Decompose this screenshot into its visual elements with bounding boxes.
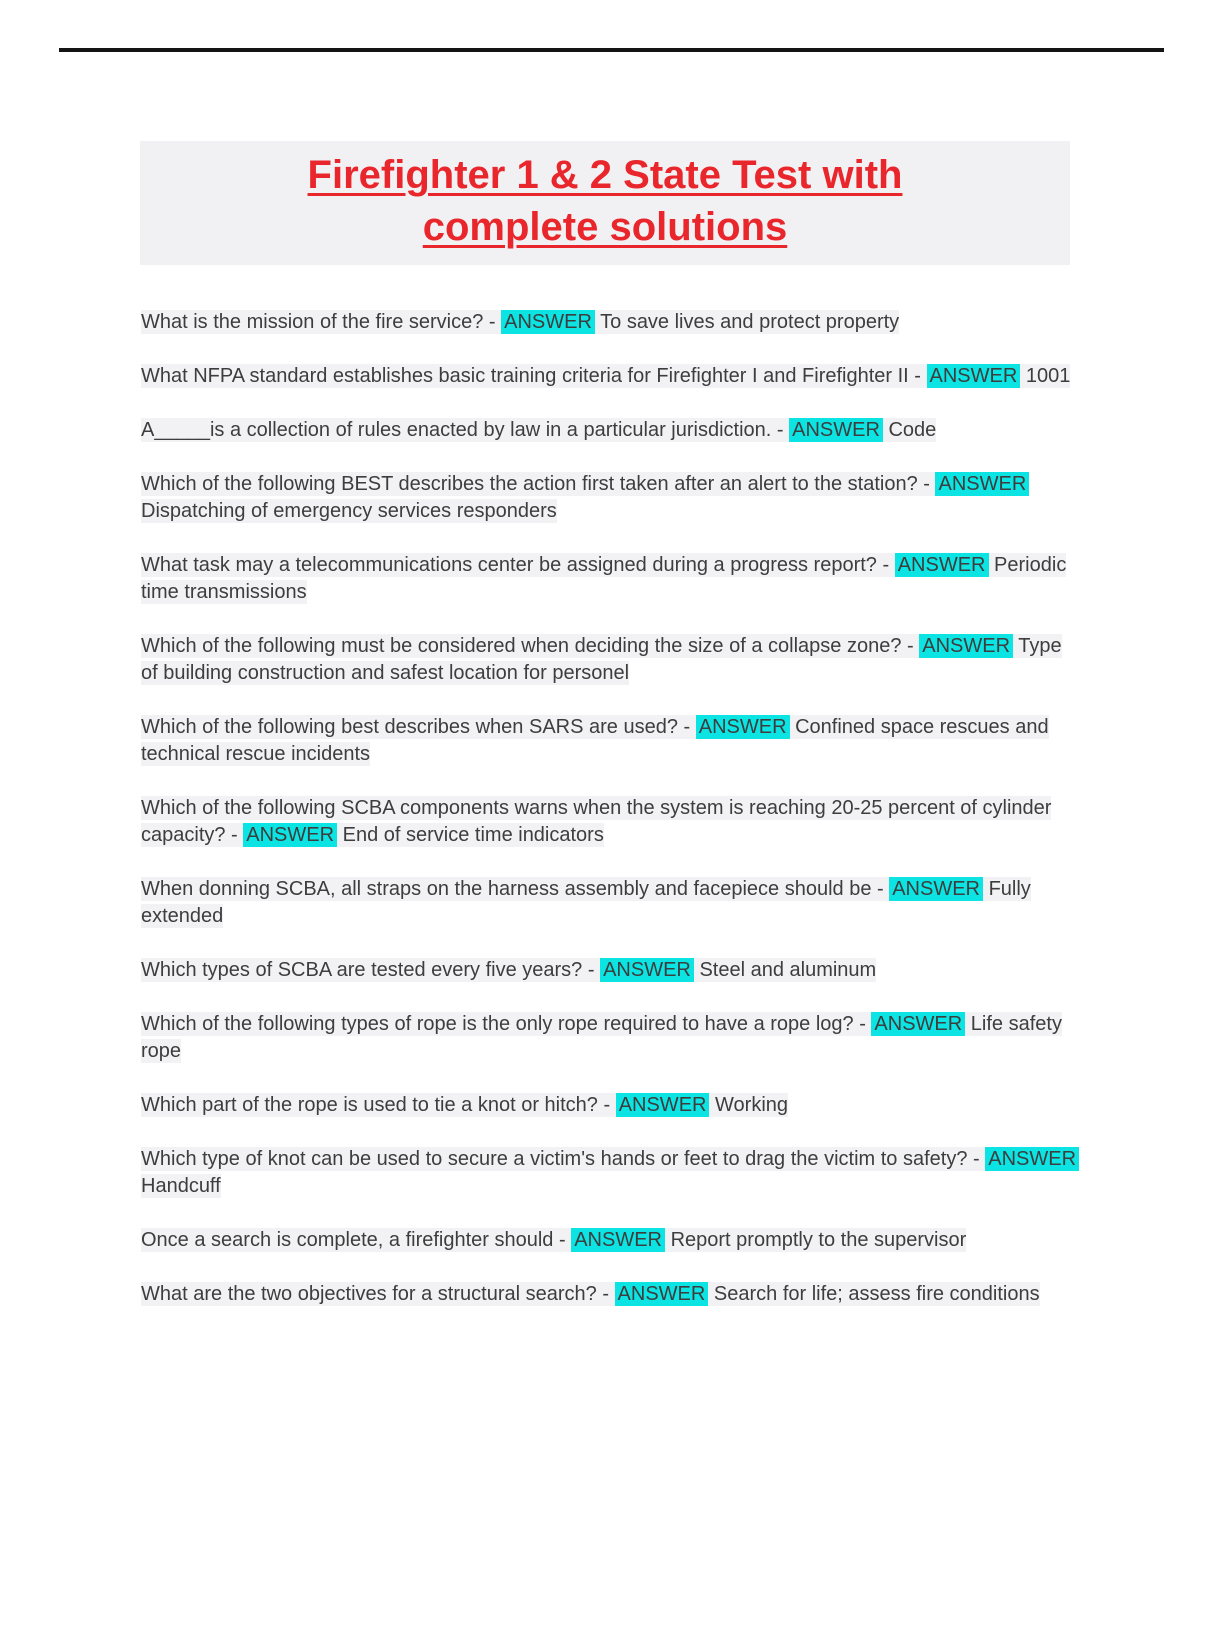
question-text: When donning SCBA, all straps on the harness assembly and facepiece should be - — [141, 878, 890, 900]
qa-item — [141, 417, 1081, 444]
question-text: Which types of SCBA are tested every five years? - — [141, 959, 601, 981]
qa-item — [141, 876, 1081, 930]
answer-text: Type of building construction and safest location for personel — [141, 635, 1062, 684]
question-text: Which type of knot can be used to secure a victim's hands or feet to drag the victim to safety? - — [141, 1148, 986, 1170]
question-text: Which of the following types of rope is the only rope required to have a rope log? - — [141, 1013, 872, 1035]
question-text: What are the two objectives for a structural search? - — [141, 1283, 615, 1305]
answer-text: Confined space rescues and technical rescue incidents — [141, 716, 1049, 765]
answer-marker: ANSWER — [571, 1228, 665, 1252]
top-divider — [59, 48, 1164, 52]
answer-marker: ANSWER — [985, 1147, 1079, 1171]
answer-text: Report promptly to the supervisor — [665, 1229, 967, 1251]
qa-item — [141, 1281, 1081, 1308]
question-text: Once a search is complete, a firefighter should - — [141, 1229, 572, 1251]
question-text: Which of the following BEST describes the action first taken after an alert to the station? - — [141, 473, 936, 495]
question-text: What task may a telecommunications center be assigned during a progress report? - — [141, 554, 895, 576]
answer-text: Fully extended — [141, 878, 1031, 927]
answer-text: Steel and aluminum — [693, 959, 877, 981]
answer-text: Handcuff — [141, 1175, 221, 1197]
answer-marker: ANSWER — [871, 1012, 965, 1036]
answer-text: 1001 — [1020, 365, 1071, 387]
answer-text: To save lives and protect property — [594, 311, 900, 333]
qa-item — [141, 552, 1081, 606]
question-text: A_____is a collection of rules enacted by law in a particular jurisdiction. - — [141, 419, 790, 441]
page-title-line1: Firefighter 1 & 2 State Test with — [307, 153, 903, 197]
qa-list — [141, 309, 1081, 1308]
answer-text: Periodic time transmissions — [141, 554, 1067, 603]
qa-item — [141, 957, 1081, 984]
answer-marker: ANSWER — [243, 823, 337, 847]
qa-item — [141, 633, 1081, 687]
document-page — [0, 48, 1224, 1632]
answer-text: Dispatching of emergency services responders — [141, 500, 557, 522]
question-text: What NFPA standard establishes basic training criteria for Firefighter I and Firefighter II - — [141, 365, 927, 387]
answer-marker: ANSWER — [935, 472, 1029, 496]
question-text: Which of the following best describes when SARS are used? - — [141, 716, 696, 738]
answer-marker: ANSWER — [889, 877, 983, 901]
qa-item — [141, 1092, 1081, 1119]
title-block — [140, 141, 1070, 265]
page-title-line2: complete solutions — [422, 205, 788, 249]
answer-marker: ANSWER — [919, 634, 1013, 658]
qa-item — [141, 1146, 1081, 1200]
qa-item — [141, 1011, 1081, 1065]
question-text: Which of the following must be considered when deciding the size of a collapse zone? - — [141, 635, 920, 657]
question-text: What is the mission of the fire service? - — [141, 311, 502, 333]
question-text: Which part of the rope is used to tie a knot or hitch? - — [141, 1094, 616, 1116]
qa-item — [141, 309, 1081, 336]
qa-item — [141, 1227, 1081, 1254]
answer-marker: ANSWER — [501, 310, 595, 334]
page-title — [150, 149, 1060, 253]
answer-text: Life safety rope — [141, 1013, 1062, 1062]
qa-item — [141, 363, 1081, 390]
qa-item — [141, 471, 1081, 525]
answer-text: Search for life; assess fire conditions — [708, 1283, 1040, 1305]
answer-marker: ANSWER — [789, 418, 883, 442]
answer-marker: ANSWER — [600, 958, 694, 982]
answer-marker: ANSWER — [616, 1093, 710, 1117]
answer-text: Code — [882, 419, 937, 441]
answer-text: End of service time indicators — [337, 824, 604, 846]
answer-marker: ANSWER — [895, 553, 989, 577]
qa-item — [141, 795, 1081, 849]
question-text: Which of the following SCBA components warns when the system is reaching 20-25 percent of cylinder capacity? - — [141, 797, 1052, 846]
answer-text: Working — [709, 1094, 789, 1116]
answer-marker: ANSWER — [615, 1282, 709, 1306]
answer-marker: ANSWER — [927, 364, 1021, 388]
answer-marker: ANSWER — [696, 715, 790, 739]
qa-item — [141, 714, 1081, 768]
